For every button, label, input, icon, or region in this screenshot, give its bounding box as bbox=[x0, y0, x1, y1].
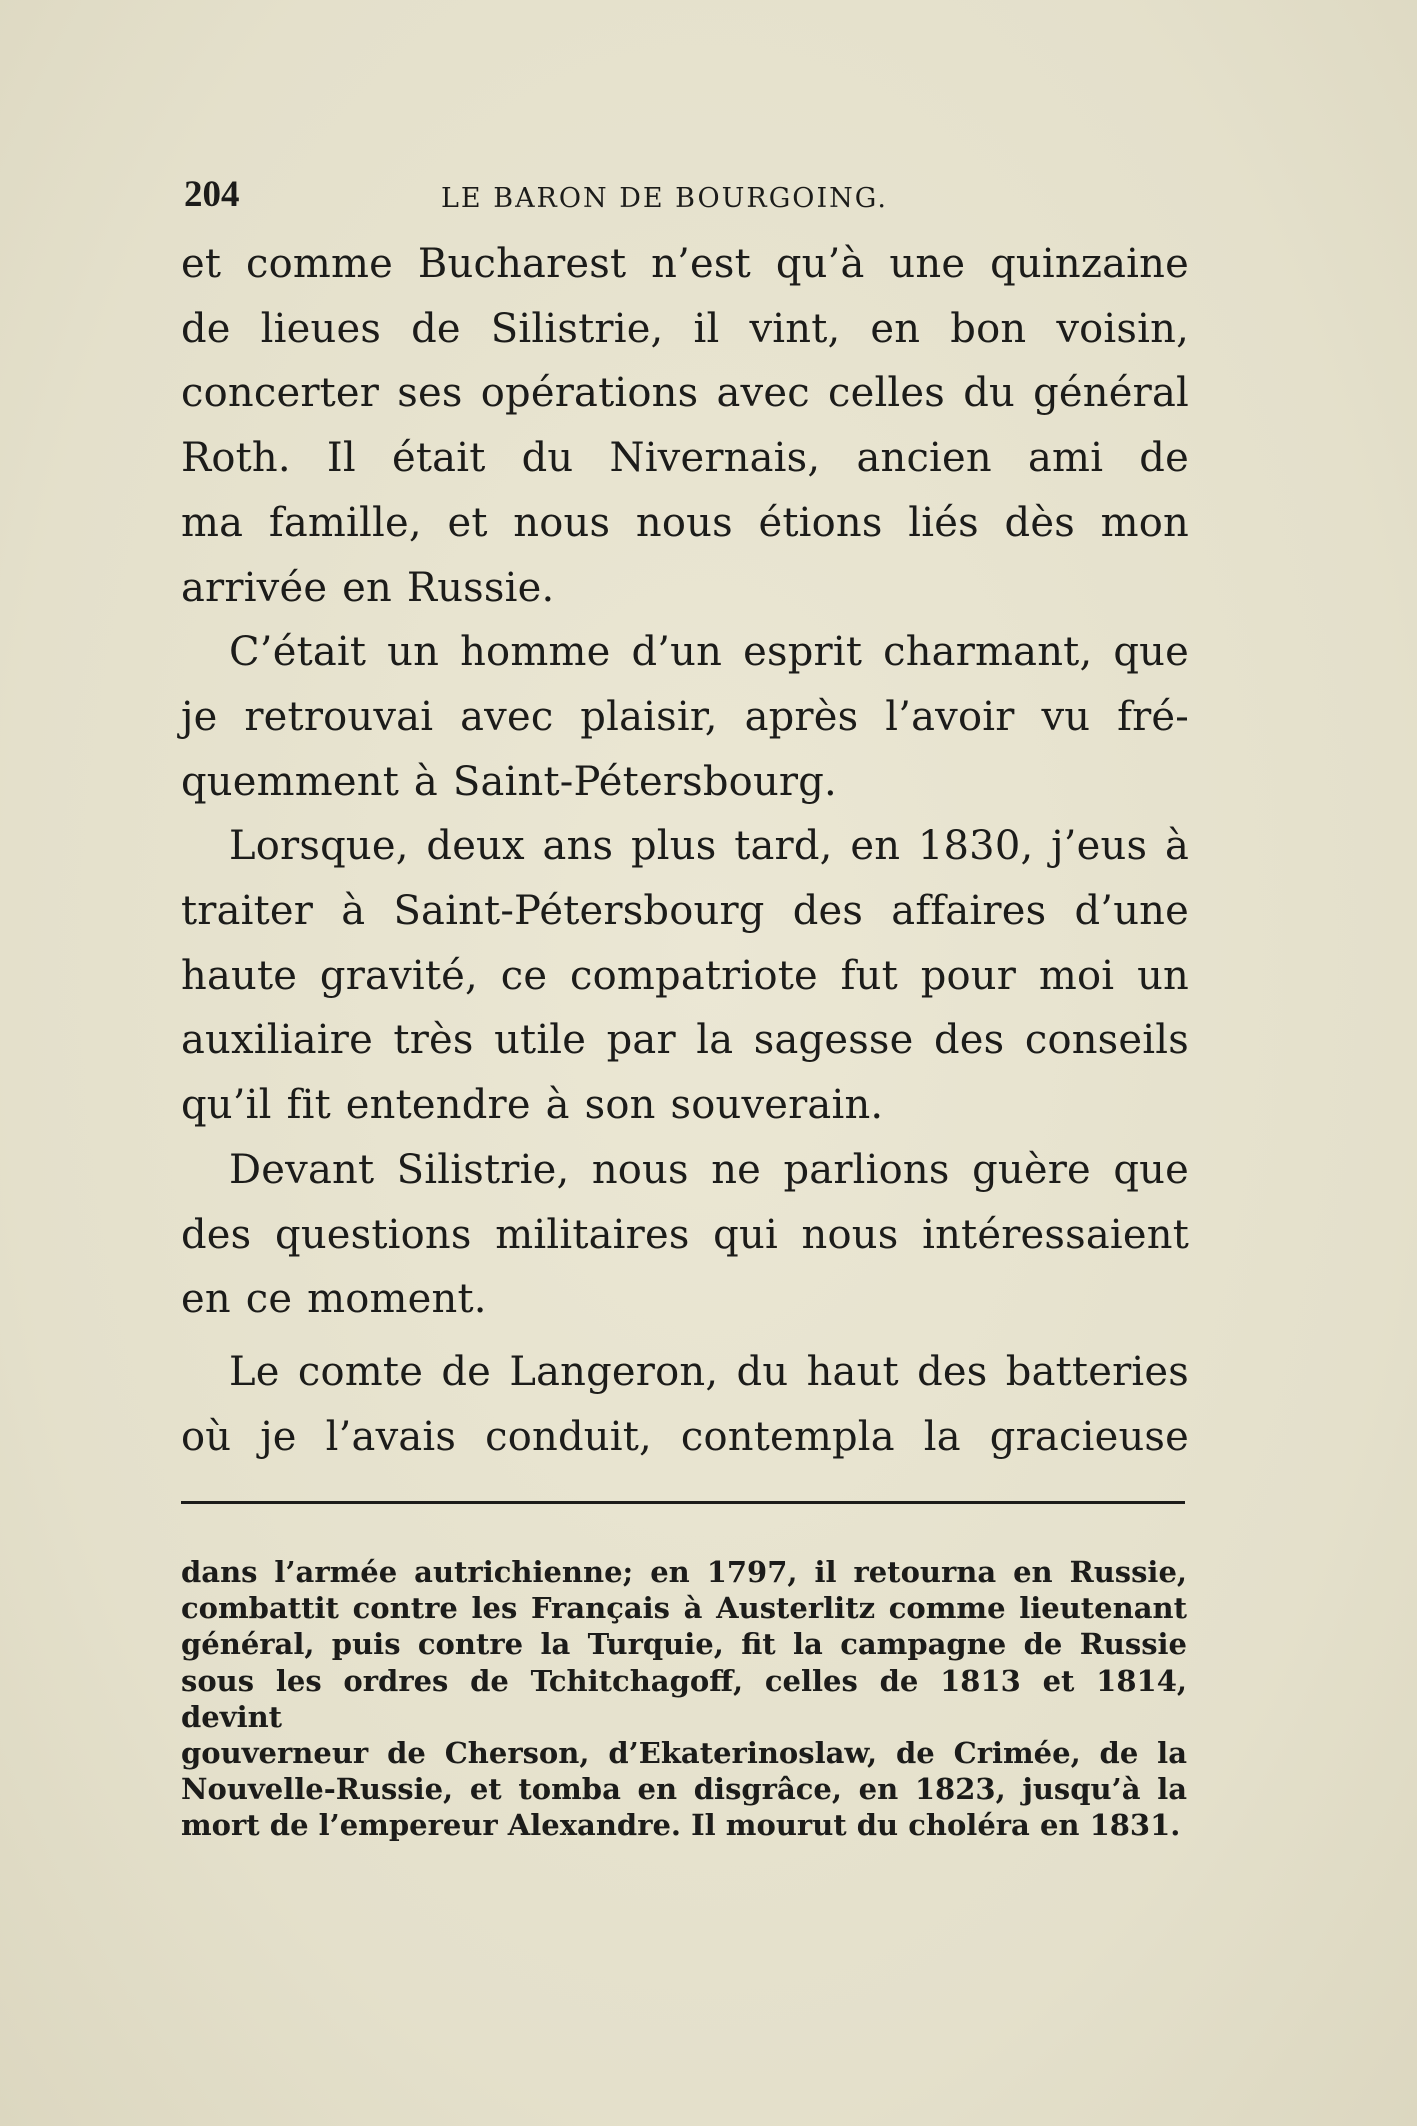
body-line: de lieues de Silistrie, il vint, en bon voisin, bbox=[181, 305, 1189, 352]
body-line: en ce moment. bbox=[181, 1276, 487, 1323]
footnote-line: gouverneur de Cherson, d’Ekaterinoslaw, de Crimée, de la bbox=[181, 1736, 1187, 1771]
body-line: Devant Silistrie, nous ne parlions guère que bbox=[229, 1146, 1189, 1193]
body-line: je retrouvai avec plaisir, après l’avoir vu fré- bbox=[181, 693, 1189, 740]
body-line: des questions militaires qui nous intéressaient bbox=[181, 1211, 1189, 1258]
footnote-rule bbox=[181, 1501, 1185, 1504]
footnote bbox=[181, 1554, 1187, 1844]
body-line: qu’il fit entendre à son souverain. bbox=[181, 1082, 884, 1129]
footnote-line: Nouvelle-Russie, et tomba en disgrâce, en 1823, jusqu’à la bbox=[181, 1772, 1187, 1807]
body-line: quemment à Saint-Pétersbourg. bbox=[181, 758, 837, 805]
footnote-line: général, puis contre la Turquie, fit la campagne de Russie bbox=[181, 1627, 1187, 1662]
body-line: Le comte de Langeron, du haut des batteries bbox=[229, 1348, 1189, 1395]
body-line: C’était un homme d’un esprit charmant, que bbox=[229, 629, 1189, 676]
page-number: 204 bbox=[184, 174, 240, 215]
body-line: et comme Bucharest n’est qu’à une quinzaine bbox=[181, 241, 1189, 287]
footnote-line: combattit contre les Français à Austerlitz comme lieutenant bbox=[181, 1591, 1187, 1626]
body-text bbox=[181, 232, 1189, 1469]
body-line: traiter à Saint-Pétersbourg des affaires d’une bbox=[181, 888, 1189, 935]
running-head: LE BARON DE BOURGOING. bbox=[441, 183, 888, 214]
paragraph-gap bbox=[181, 1332, 1189, 1340]
body-line: où je l’avais conduit, contempla la gracieuse bbox=[181, 1413, 1189, 1460]
body-line: concerter ses opérations avec celles du général bbox=[181, 370, 1189, 417]
body-line: haute gravité, ce compatriote fut pour moi un bbox=[181, 952, 1189, 999]
footnote-line: mort de l’empereur Alexandre. Il mourut du choléra en 1831. bbox=[181, 1808, 1181, 1843]
body-line: ma famille, et nous nous étions liés dès mon bbox=[181, 499, 1189, 546]
page-header bbox=[181, 170, 1191, 220]
footnote-line: dans l’armée autrichienne; en 1797, il retourna en Russie, bbox=[181, 1555, 1187, 1589]
body-line: Lorsque, deux ans plus tard, en 1830, j’eus à bbox=[229, 823, 1189, 870]
body-line: auxiliaire très utile par la sagesse des conseils bbox=[181, 1017, 1189, 1064]
body-line: Roth. Il était du Nivernais, ancien ami de bbox=[181, 435, 1189, 482]
footnote-line: sous les ordres de Tchitchagoff, celles de 1813 et 1814, devint bbox=[181, 1663, 1187, 1734]
body-line: arrivée en Russie. bbox=[181, 564, 555, 611]
